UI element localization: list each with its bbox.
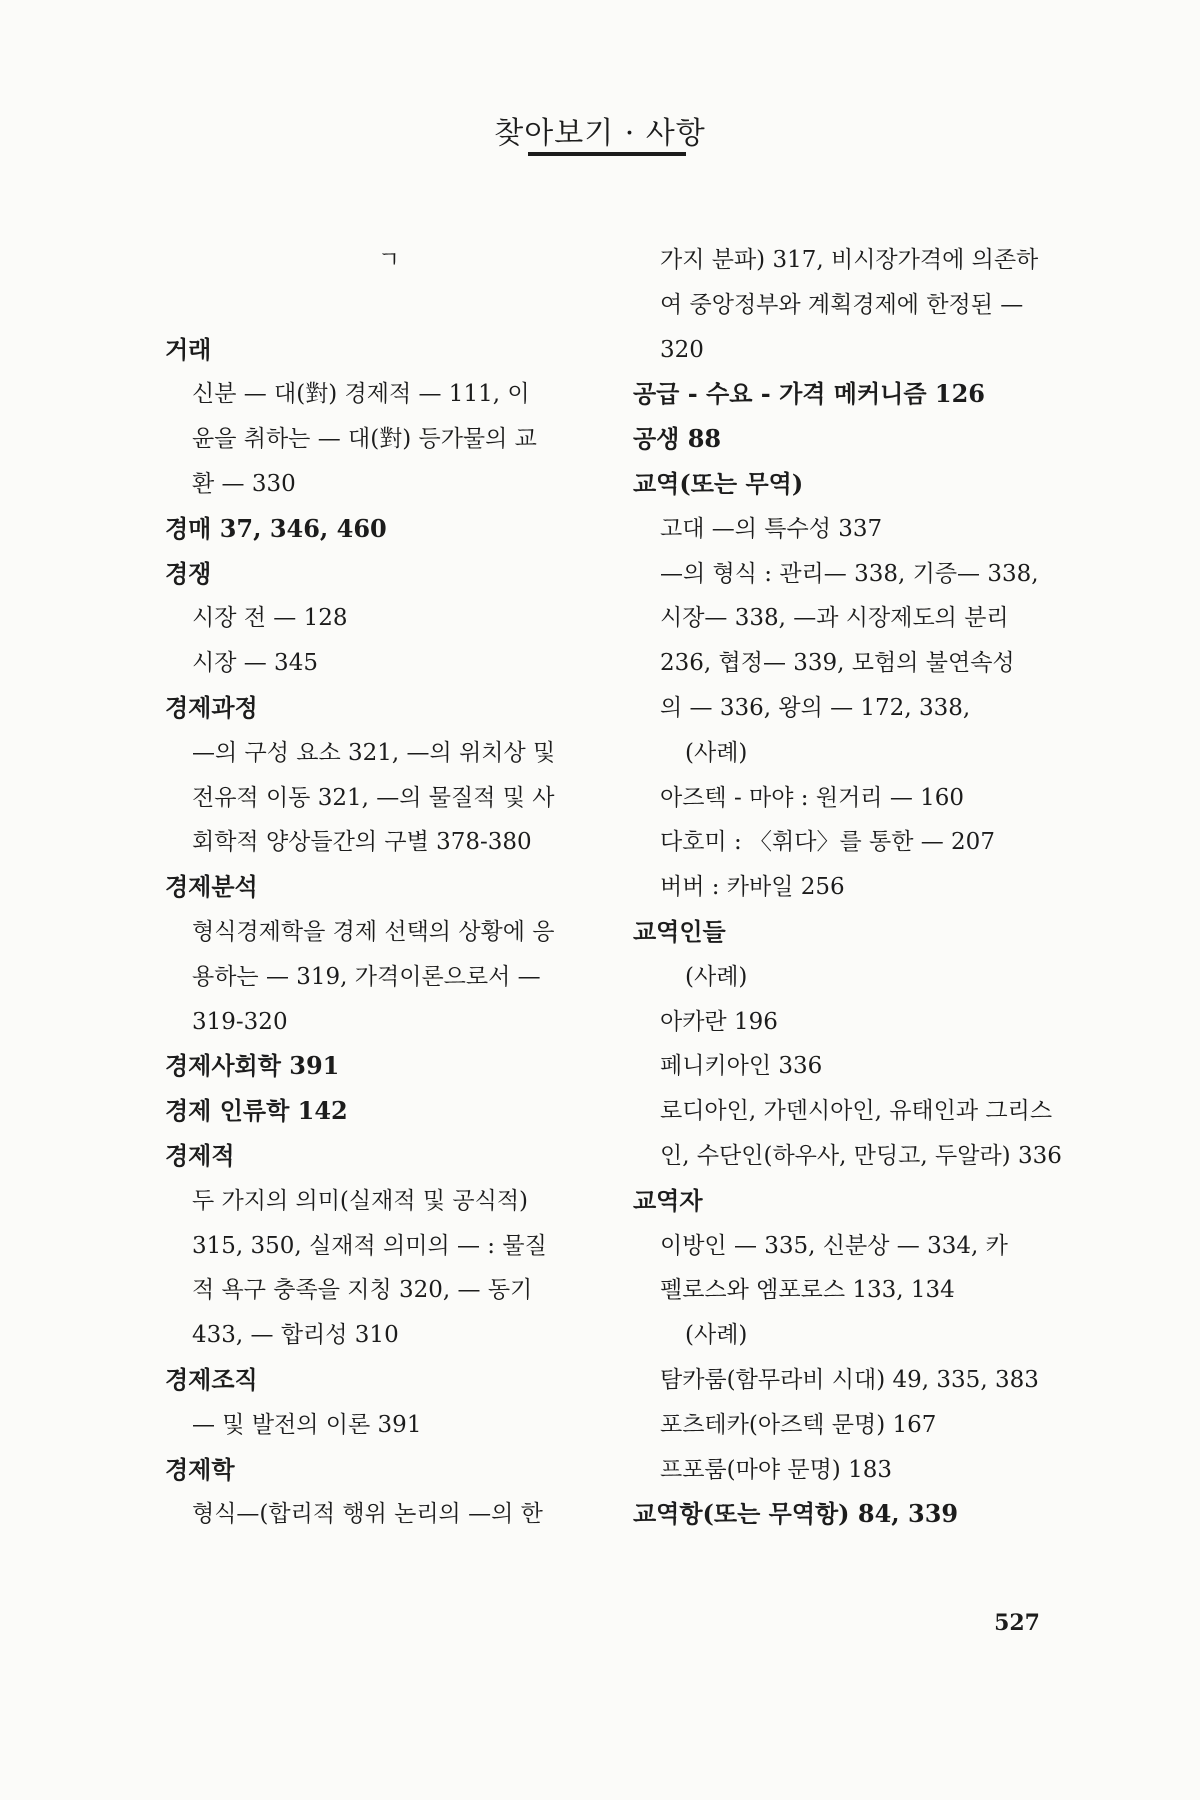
index-entry-subline: 315, 350, 실재적 의미의 — : 물질: [192, 1232, 547, 1259]
index-entry-subline: 적 욕구 충족을 지칭 320, — 동기: [192, 1277, 533, 1304]
index-entry-subline: 전유적 이동 321, —의 물질적 및 사: [192, 784, 555, 811]
index-entry-subline: 319-320: [192, 1008, 288, 1035]
page-title: 찾아보기 · 사항: [494, 116, 706, 151]
index-entry-heading: 거래: [165, 334, 212, 364]
index-entry-heading: 경제적: [165, 1140, 235, 1170]
index-entry-heading: 교역자: [633, 1185, 703, 1215]
index-entry-subline: 회학적 양상들간의 구별 378-380: [192, 829, 532, 856]
section-letter: ㄱ: [377, 247, 401, 273]
page-number: 527: [994, 1610, 1040, 1636]
index-entry-heading: 교역(또는 무역): [633, 468, 804, 498]
index-entry-subline: 시장— 338, —과 시장제도의 분리: [660, 605, 1009, 632]
index-entry-heading: 경매 37, 346, 460: [165, 513, 387, 543]
index-entry-subline: 신분 — 대(對) 경제적 — 111, 이: [192, 381, 530, 408]
index-entry-note: (사례): [685, 963, 748, 990]
index-entry-heading: 경제과정: [165, 692, 258, 722]
index-entry-heading: 교역인들: [633, 916, 726, 946]
index-entry-subline: 버버 : 카바일 256: [660, 874, 845, 901]
index-entry-subline: —의 형식 : 관리— 338, 기증— 338,: [660, 560, 1039, 587]
index-entry-subline: 로디아인, 가덴시아인, 유태인과 그리스: [660, 1098, 1053, 1125]
index-entry-note: (사례): [685, 739, 748, 766]
index-entry-subline: 윤을 취하는 — 대(對) 등가물의 교: [192, 426, 537, 453]
index-entry-subline: 아즈텍 - 마야 : 원거리 — 160: [660, 784, 965, 811]
title-underline: [528, 152, 686, 156]
index-entry-subline: 시장 전 — 128: [192, 605, 348, 632]
index-entry-subline: 의 — 336, 왕의 — 172, 338,: [660, 694, 971, 721]
index-entry-subline: 아카란 196: [660, 1008, 778, 1035]
index-entry-heading: 경제학: [165, 1454, 235, 1484]
index-entry-heading: 경제분석: [165, 872, 258, 902]
index-entry-subline: 두 가지의 의미(실재적 및 공식적): [192, 1187, 529, 1214]
index-entry-subline: 페니키아인 336: [660, 1053, 823, 1080]
index-column-left: [165, 238, 613, 1537]
index-entry-subline: 환 — 330: [192, 470, 296, 497]
index-entry-heading: 공급 - 수요 - 가격 메커니즘 126: [633, 379, 985, 409]
index-entry-heading: 경제조직: [165, 1364, 258, 1394]
index-entry-heading: 교역항(또는 무역항) 84, 339: [633, 1499, 959, 1529]
index-entry-subline: 프포룸(마야 문명) 183: [660, 1456, 892, 1483]
index-entry-subline: 탐카룸(함무라비 시대) 49, 335, 383: [660, 1366, 1039, 1393]
index-entry-subline: 포츠테카(아즈텍 문명) 167: [660, 1411, 937, 1438]
index-entry-subline: 다호미 : 〈휘다〉를 통한 — 207: [660, 829, 995, 856]
index-entry-subline: 인, 수단인(하우사, 만딩고, 두알라) 336: [660, 1142, 1062, 1169]
index-entry-subline: 펠로스와 엠포로스 133, 134: [660, 1277, 955, 1304]
index-column-right: [633, 238, 1085, 1537]
index-entry-heading: 공생 88: [633, 424, 722, 454]
index-entry-subline: 가지 분파) 317, 비시장가격에 의존하: [660, 247, 1039, 273]
index-entry-heading: 경제사회학 391: [165, 1051, 340, 1081]
index-entry-subline: 형식—(합리적 행위 논리의 —의 한: [192, 1501, 543, 1528]
index-entry-subline: 고대 —의 특수성 337: [660, 515, 883, 542]
index-entry-subline: — 및 발전의 이론 391: [192, 1411, 422, 1438]
index-entry-heading: 경제 인류학 142: [165, 1096, 348, 1126]
index-entry-subline: 236, 협정— 339, 모험의 불연속성: [660, 650, 1015, 677]
index-entry-subline: —의 구성 요소 321, —의 위치상 및: [192, 739, 556, 766]
index-entry-subline: 여 중앙정부와 계획경제에 한정된 —: [660, 291, 1024, 318]
index-blank-line: [165, 283, 613, 328]
index-entry-note: (사례): [685, 1322, 748, 1349]
index-entry-subline: 시장 — 345: [192, 650, 318, 677]
index-entry-subline: 형식경제학을 경제 선택의 상황에 응: [192, 918, 555, 945]
index-entry-subline: 433, — 합리성 310: [192, 1322, 399, 1349]
index-entry-heading: 경쟁: [165, 558, 212, 588]
index-entry-subline: 320: [660, 336, 704, 363]
index-entry-subline: 이방인 — 335, 신분상 — 334, 카: [660, 1232, 1008, 1259]
index-entry-subline: 용하는 — 319, 가격이론으로서 —: [192, 963, 541, 990]
